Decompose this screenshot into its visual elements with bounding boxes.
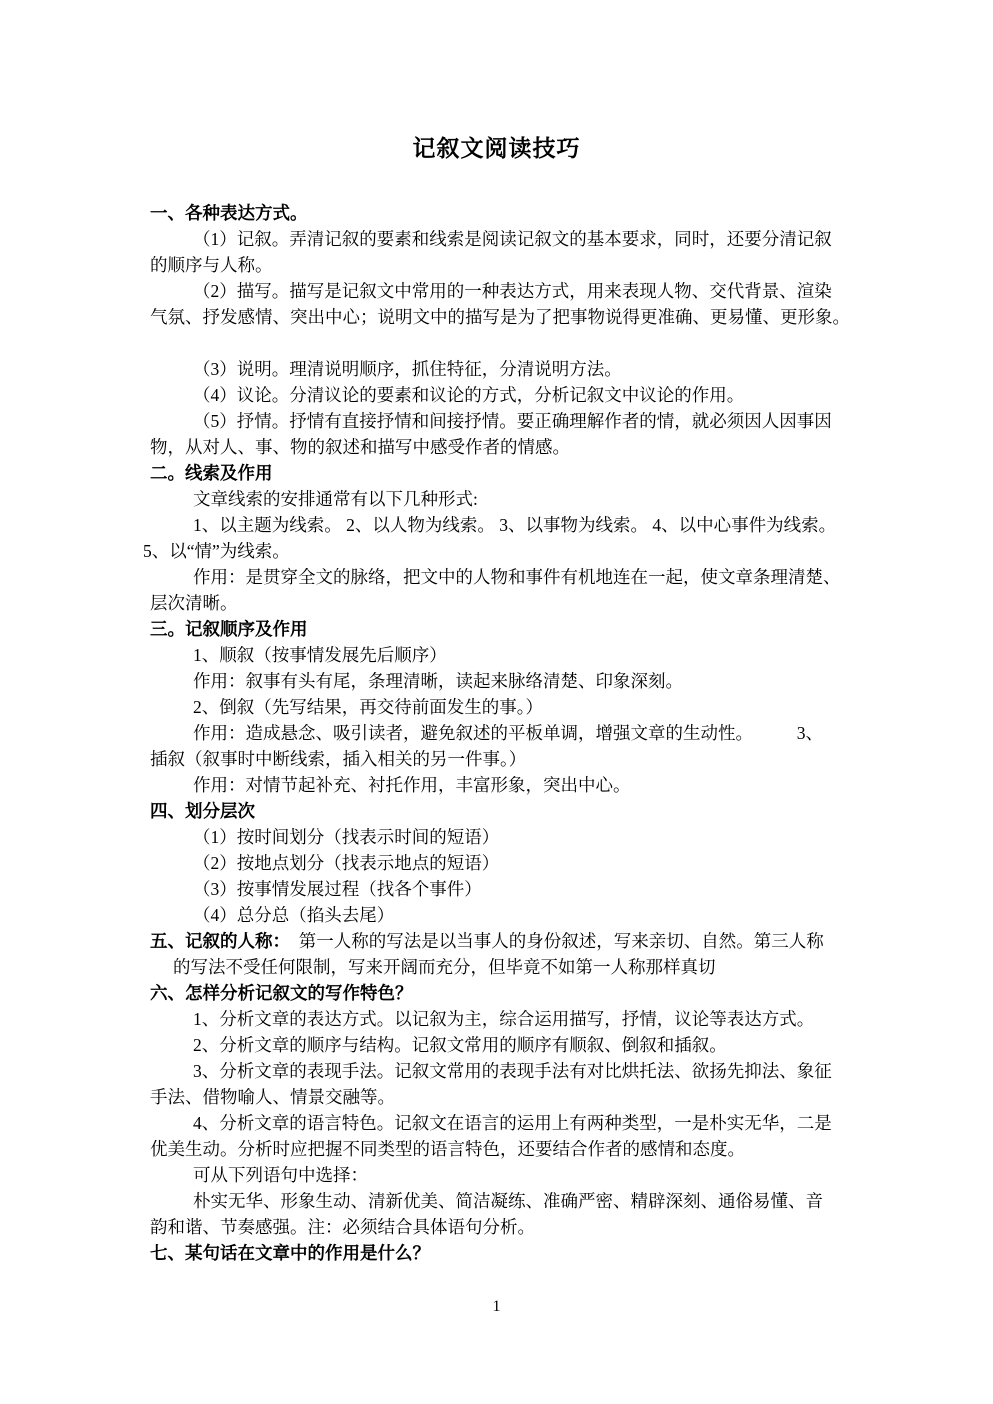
section-heading-4: 四、划分层次 — [150, 801, 255, 821]
text-line: 作用：对情节起补充、衬托作用，丰富形象，突出中心。 — [193, 775, 631, 795]
page-number: 1 — [492, 1298, 501, 1315]
text-line: 韵和谐、节奏感强。注：必须结合具体语句分析。 — [150, 1217, 535, 1237]
section-heading-5 — [150, 928, 863, 954]
document-title: 记叙文阅读技巧 — [412, 136, 581, 161]
text-line: （2）按地点划分（找表示地点的短语） — [193, 853, 500, 873]
text-line: （3）说明。理清说明顺序，抓住特征，分清说明方法。 — [193, 359, 622, 379]
text-line: 手法、借物喻人、情景交融等。 — [150, 1087, 395, 1107]
text-line: 气氛、抒发感情、突出中心；说明文中的描写是为了把事物说得更准确、更易懂、更形象。 — [150, 307, 850, 327]
section-heading-7: 七、某句话在文章中的作用是什么？ — [150, 1243, 430, 1263]
text-line: 2、倒叙（先写结果，再交待前面发生的事。） — [193, 697, 543, 717]
section-heading-6: 六、怎样分析记叙文的写作特色？ — [150, 983, 413, 1003]
section-heading-3: 三。记叙顺序及作用 — [150, 619, 308, 639]
text-line: （1）记叙。弄清记叙的要素和线索是阅读记叙文的基本要求，同时，还要分清记叙 — [193, 229, 832, 249]
text-line: 物，从对人、事、物的叙述和描写中感受作者的情感。 — [150, 437, 570, 457]
section-heading-2: 二。线索及作用 — [150, 463, 273, 483]
section-heading-5-label: 五、记叙的人称： — [150, 931, 282, 951]
text-line: 文章线索的安排通常有以下几种形式: — [193, 489, 478, 509]
blank-line — [150, 330, 863, 356]
text-line: 优美生动。分析时应把握不同类型的语言特色，还要结合作者的感情和态度。 — [150, 1139, 745, 1159]
text-line: （2）描写。描写是记叙文中常用的一种表达方式，用来表现人物、交代背景、渲染 — [193, 281, 832, 301]
text-line: 1、分析文章的表达方式。以记叙为主，综合运用描写，抒情，议论等表达方式。 — [193, 1009, 815, 1029]
text-line: 第一人称的写法是以当事人的身份叙述，写来亲切、自然。第三人称 — [281, 931, 824, 951]
text-line: 作用：是贯穿全文的脉络，把文中的人物和事件有机地连在一起，使文章条理清楚、 — [193, 567, 841, 587]
text-line: 2、分析文章的顺序与结构。记叙文常用的顺序有顺叙、倒叙和插叙。 — [193, 1035, 727, 1055]
text-line: 4、分析文章的语言特色。记叙文在语言的运用上有两种类型，一是朴实无华，二是 — [193, 1113, 832, 1133]
text-line: （4）总分总（掐头去尾） — [193, 905, 395, 925]
text-line: 层次清晰。 — [150, 593, 238, 613]
text-line: 5、以“情”为线索。 — [143, 541, 290, 561]
document-body — [143, 200, 863, 1266]
text-line: 的顺序与人称。 — [150, 255, 273, 275]
text-line: 1、顺叙（按事情发展先后顺序） — [193, 645, 447, 665]
text-line: 作用：叙事有头有尾，条理清晰，读起来脉络清楚、印象深刻。 — [193, 671, 683, 691]
text-line: 可从下列语句中选择： — [193, 1165, 368, 1185]
section-heading-1: 一、各种表达方式。 — [150, 203, 308, 223]
text-line: 作用：造成悬念、吸引读者，避免叙述的平板单调，增强文章的生动性。 3、 — [193, 723, 823, 743]
text-line: 插叙（叙事时中断线索，插入相关的另一件事。） — [150, 749, 527, 769]
text-line: 的写法不受任何限制，写来开阔而充分，但毕竟不如第一人称那样真切 — [173, 957, 716, 977]
text-line: （3）按事情发展过程（找各个事件） — [193, 879, 482, 899]
text-line: （5）抒情。抒情有直接抒情和间接抒情。要正确理解作者的情，就必须因人因事因 — [193, 411, 832, 431]
text-line: 朴实无华、形象生动、清新优美、简洁凝练、准确严密、精辟深刻、通俗易懂、音 — [193, 1191, 823, 1211]
text-line: （4）议论。分清议论的要素和议论的方式，分析记叙文中议论的作用。 — [193, 385, 745, 405]
text-line: 3、分析文章的表现手法。记叙文常用的表现手法有对比烘托法、欲扬先抑法、象征 — [193, 1061, 832, 1081]
text-line: 1、以主题为线索。 2、以人物为线索。 3、以事物为线索。 4、以中心事件为线索。 — [193, 515, 837, 535]
text-line: （1）按时间划分（找表示时间的短语） — [193, 827, 500, 847]
